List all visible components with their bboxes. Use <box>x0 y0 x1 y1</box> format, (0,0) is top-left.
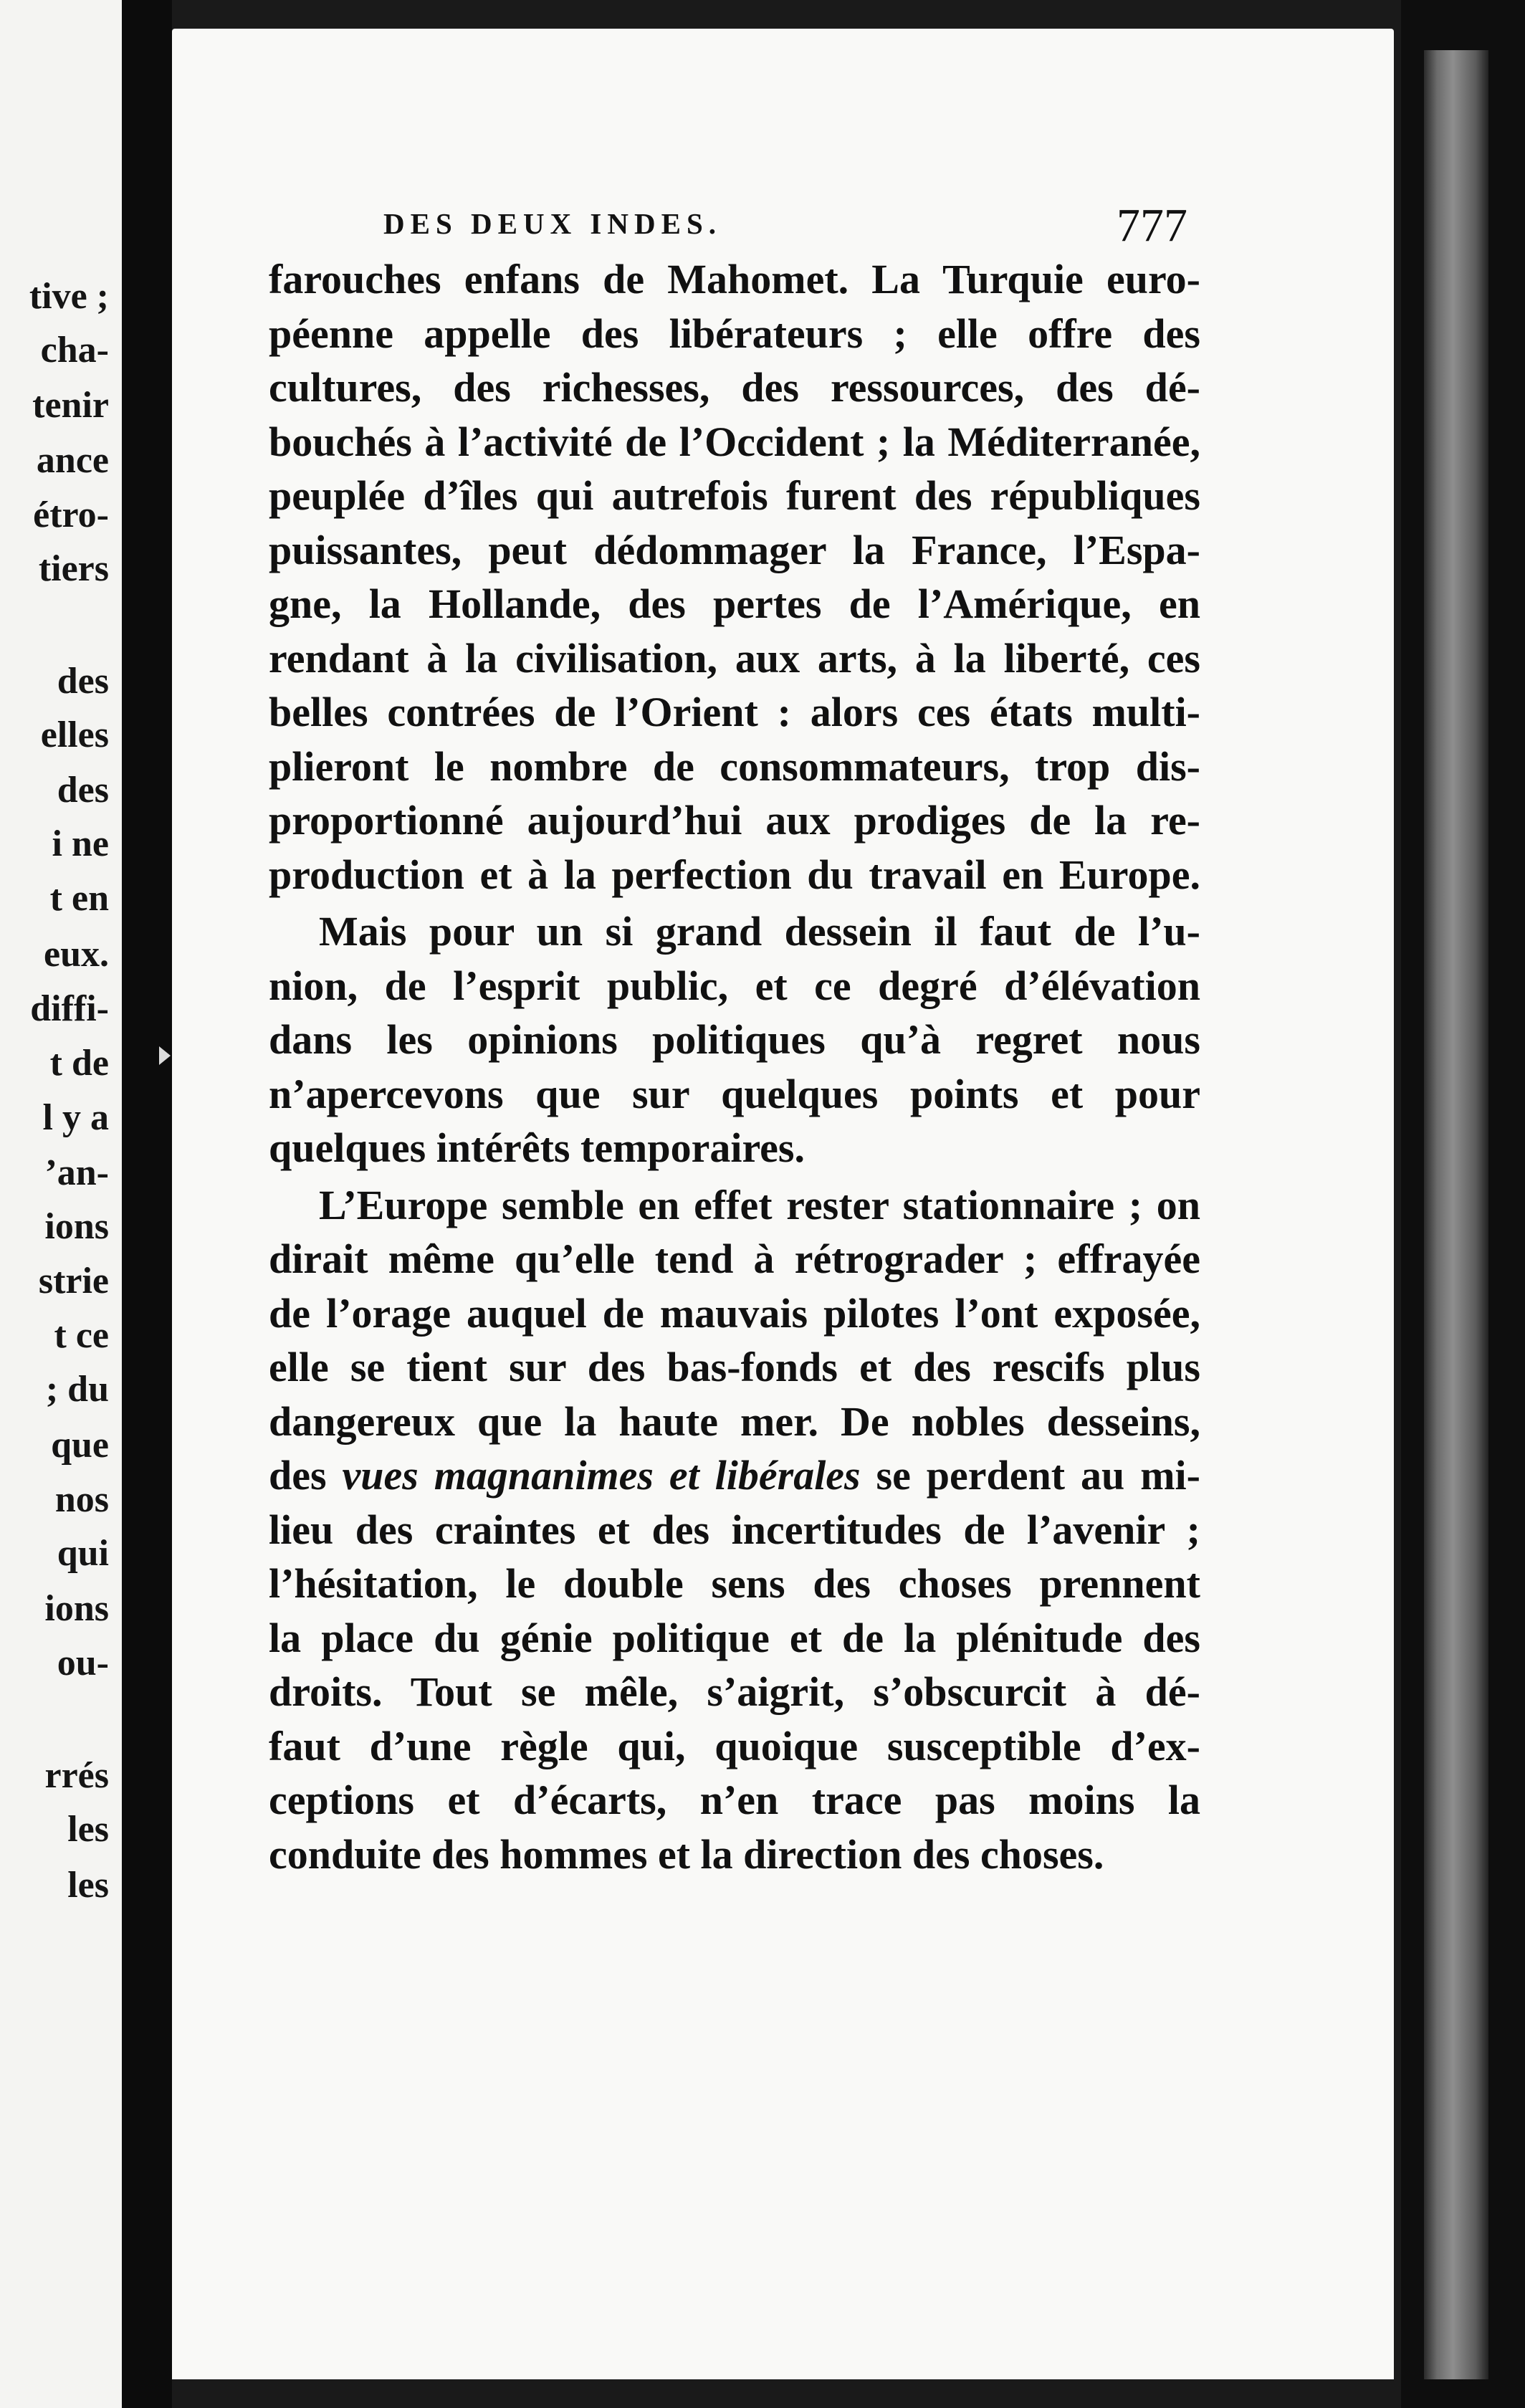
italic-phrase: vues magnanimes et libérales <box>342 1452 861 1499</box>
facing-page-text-fragment: diffi- <box>30 988 109 1029</box>
facing-page-text-fragment: les <box>67 1865 109 1906</box>
text-line: faut d’une règle qui, quoique susceptible d’ex- <box>269 1722 1200 1769</box>
page-edge-strip <box>1424 50 1488 2379</box>
facing-page-text-fragment: rrés <box>44 1755 109 1796</box>
book-gutter <box>122 0 172 2408</box>
facing-page-text-fragment: étro- <box>33 494 109 535</box>
text-line: de l’orage auquel de mauvais pilotes l’ont exposée, <box>269 1289 1200 1337</box>
text-line: l’hésitation, le double sens des choses prennent <box>269 1560 1200 1607</box>
text-line: droits. Tout se mêle, s’aigrit, s’obscurcit à dé- <box>269 1668 1200 1715</box>
facing-page-text-fragment: t de <box>49 1043 109 1084</box>
text-line: proportionné aujourd’hui aux prodiges de la re- <box>269 797 1200 844</box>
body-text <box>269 252 1200 1881</box>
facing-page-text-fragment: que <box>51 1425 109 1466</box>
facing-page-text-fragment: t en <box>49 878 109 919</box>
facing-page-text-fragment: ’an- <box>44 1152 109 1193</box>
paragraph-1 <box>269 252 1200 902</box>
text-line: la place du génie politique et de la plénitude des <box>269 1614 1200 1661</box>
text-line: rendant à la civilisation, aux arts, à la liberté, ces <box>269 634 1200 682</box>
text-line: production et à la perfection du travail en Europe. <box>269 851 1200 898</box>
facing-page-text-fragment: t ce <box>54 1315 109 1356</box>
text-line: dirait même qu’elle tend à rétrograder ; effrayée <box>269 1236 1200 1282</box>
text-line: péenne appelle des libérateurs ; elle offre des <box>269 310 1200 357</box>
text-line: lieu des craintes et des incertitudes de l’avenir ; <box>269 1506 1200 1553</box>
running-head: DES DEUX INDES. <box>383 207 722 240</box>
page-stack-edge <box>1401 0 1525 2408</box>
facing-page-text-fragment: tive ; <box>29 276 109 317</box>
text-line: Mais pour un si grand dessein il faut de l’u- <box>319 908 1200 955</box>
text-line: puissantes, peut dédommager la France, l’Espa- <box>269 526 1200 573</box>
text-line: elle se tient sur des bas-fonds et des rescifs plus <box>269 1344 1200 1390</box>
text-line: quelques intérêts temporaires. <box>269 1124 805 1171</box>
text-line: nion, de l’esprit public, et ce degré d’élévation <box>269 962 1200 1009</box>
text-line: plieront le nombre de consommateurs, trop dis- <box>269 742 1200 790</box>
text-line: peuplée d’îles qui autrefois furent des républiques <box>269 472 1200 519</box>
text-line: dangereux que la haute mer. De nobles desseins, <box>269 1398 1200 1445</box>
facing-page-text-fragment: ou- <box>57 1643 109 1683</box>
facing-page-text-fragment: l y a <box>42 1097 109 1138</box>
paragraph-2 <box>269 904 1200 1175</box>
facing-page-text-fragment: elles <box>40 715 109 755</box>
facing-page-text-fragment: eux. <box>44 934 109 975</box>
facing-page-text-fragment: strie <box>38 1261 109 1301</box>
page-edge-mark <box>159 1046 171 1065</box>
facing-page-text-fragment: cha- <box>40 330 109 371</box>
text-line: conduite des hommes et la direction des choses. <box>269 1830 1104 1878</box>
text-line: belles contrées de l’Orient : alors ces états multi- <box>269 689 1200 735</box>
facing-page-text-fragment: ions <box>44 1588 109 1629</box>
facing-page-text-fragment: nos <box>54 1479 109 1520</box>
facing-page-text-fragment: ance <box>36 440 109 481</box>
facing-page-text-fragment: i ne <box>52 823 109 864</box>
paragraph-3 <box>269 1178 1200 1882</box>
text-line: gne, la Hollande, des pertes de l’Amérique, en <box>269 580 1200 627</box>
text-line: dans les opinions politiques qu’à regret nous <box>269 1016 1200 1063</box>
text-line: bouchés à l’activité de l’Occident ; la Méditerranée, <box>269 418 1200 465</box>
facing-page-text-fragment: qui <box>57 1533 109 1574</box>
text-line: des vues magnanimes et libérales se perdent au mi- <box>269 1452 1200 1499</box>
facing-page-text-fragment: tenir <box>32 385 109 426</box>
facing-page-text-fragment: tiers <box>38 548 109 589</box>
text-line: L’Europe semble en effet rester stationnaire ; on <box>319 1181 1200 1228</box>
facing-page-text-fragment: ; du <box>45 1369 109 1410</box>
text-line: cultures, des richesses, des ressources, des dé- <box>269 364 1200 411</box>
text-line: n’apercevons que sur quelques points et pour <box>269 1070 1200 1117</box>
text-line: farouches enfans de Mahomet. La Turquie euro- <box>269 256 1200 302</box>
facing-page-text-fragment: des <box>57 661 109 702</box>
facing-page-text-fragment: les <box>67 1809 109 1850</box>
facing-page-fragment <box>0 0 122 2408</box>
facing-page-text-fragment: des <box>57 770 109 811</box>
text-line: ceptions et d’écarts, n’en trace pas moins la <box>269 1777 1200 1823</box>
page-number: 777 <box>1117 199 1187 252</box>
facing-page-text-fragment: ions <box>44 1206 109 1247</box>
